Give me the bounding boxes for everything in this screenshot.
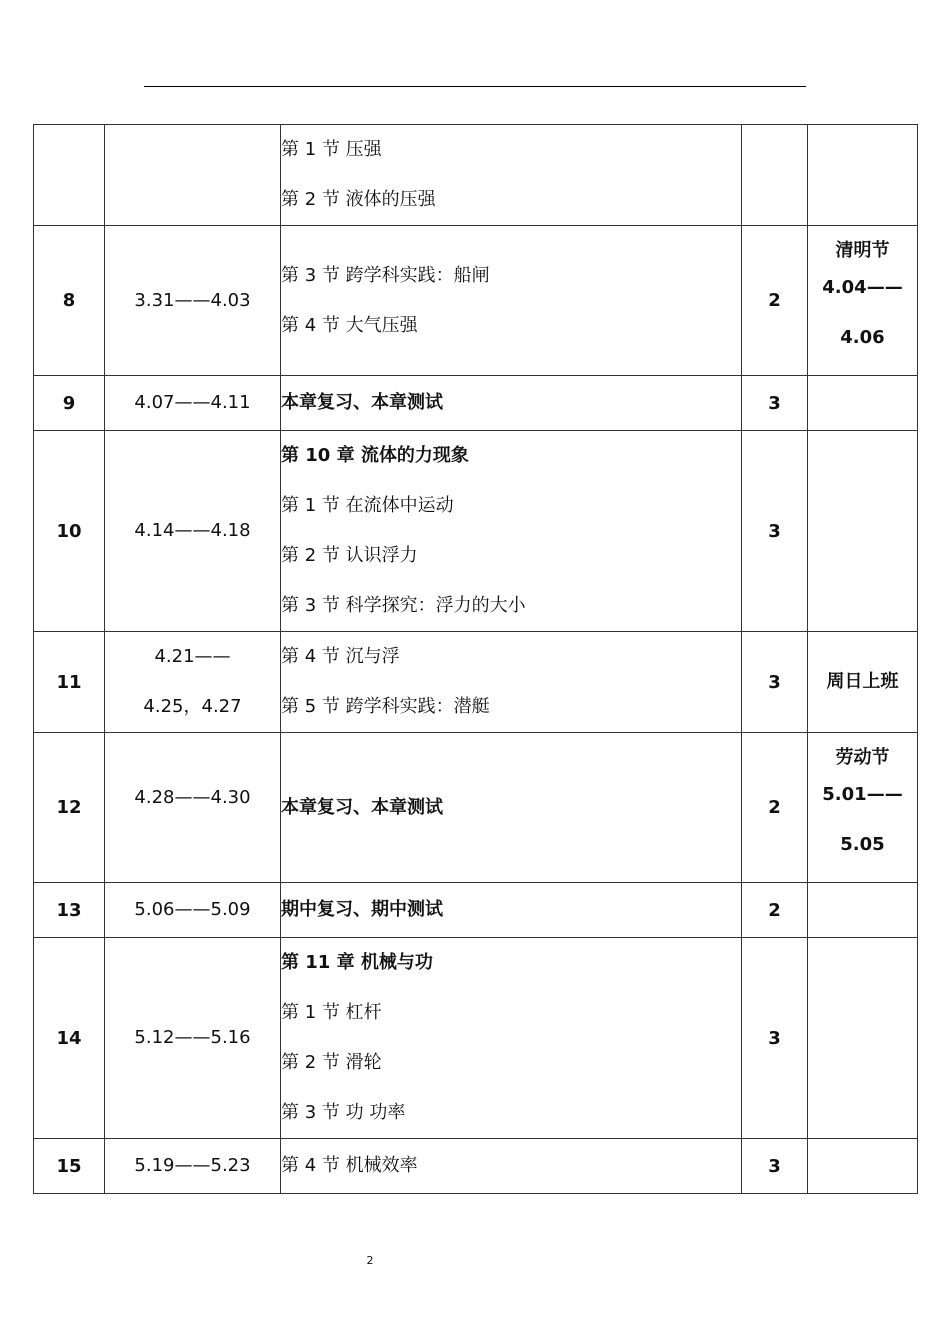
date-line: 4.14——4.18 bbox=[134, 520, 251, 541]
week-number: 15 bbox=[34, 1139, 105, 1194]
header-rule bbox=[144, 86, 806, 87]
week-number: 10 bbox=[34, 431, 105, 632]
remark bbox=[808, 733, 918, 883]
date-line: 5.06——5.09 bbox=[134, 899, 251, 920]
remark bbox=[808, 1139, 918, 1194]
remark bbox=[808, 125, 918, 226]
class-hours: 3 bbox=[742, 1139, 808, 1194]
chapter-title: 本章复习、本章测试 bbox=[281, 796, 443, 818]
remark bbox=[808, 431, 918, 632]
lesson-content bbox=[281, 376, 742, 431]
class-hours: 3 bbox=[742, 431, 808, 632]
week-number bbox=[34, 125, 105, 226]
remark-line: 5.05 bbox=[840, 833, 885, 855]
week-number: 14 bbox=[34, 938, 105, 1139]
remark-line: 5.01—— bbox=[822, 783, 903, 805]
class-hours: 2 bbox=[742, 733, 808, 883]
schedule-table bbox=[33, 124, 918, 1194]
date-line: 4.25，4.27 bbox=[143, 696, 242, 717]
class-hours: 2 bbox=[742, 226, 808, 376]
table-row bbox=[34, 632, 918, 733]
remark-line: 周日上班 bbox=[826, 671, 899, 692]
class-hours: 2 bbox=[742, 883, 808, 938]
class-hours: 3 bbox=[742, 632, 808, 733]
date-line: 4.21—— bbox=[154, 646, 231, 667]
class-hours: 3 bbox=[742, 938, 808, 1139]
chapter-title: 本章复习、本章测试 bbox=[281, 392, 443, 413]
table-row bbox=[34, 733, 918, 883]
date-range bbox=[105, 226, 281, 376]
table-row bbox=[34, 883, 918, 938]
date-line: 3.31——4.03 bbox=[134, 289, 251, 311]
lesson-content bbox=[281, 226, 742, 376]
week-number: 12 bbox=[34, 733, 105, 883]
table-row bbox=[34, 376, 918, 431]
section-title: 第 3 节 跨学科实践：船闸 bbox=[281, 264, 490, 286]
table-row bbox=[34, 125, 918, 226]
page-number: 2 bbox=[366, 1254, 374, 1267]
remark bbox=[808, 883, 918, 938]
lesson-content bbox=[281, 125, 742, 226]
date-range bbox=[105, 1139, 281, 1194]
table-row bbox=[34, 226, 918, 376]
date-range bbox=[105, 632, 281, 733]
table-row bbox=[34, 938, 918, 1139]
class-hours: 3 bbox=[742, 376, 808, 431]
week-number: 11 bbox=[34, 632, 105, 733]
lesson-content bbox=[281, 431, 742, 632]
lesson-content bbox=[281, 733, 742, 883]
chapter-title: 第 11 章 机械与功 bbox=[281, 952, 433, 973]
section-title: 第 1 节 杠杆 bbox=[281, 1002, 382, 1023]
week-number: 8 bbox=[34, 226, 105, 376]
date-range bbox=[105, 125, 281, 226]
section-title: 第 1 节 压强 bbox=[281, 139, 382, 160]
date-line: 5.19——5.23 bbox=[134, 1155, 251, 1176]
table-row bbox=[34, 1139, 918, 1194]
week-number: 9 bbox=[34, 376, 105, 431]
section-title: 第 4 节 机械效率 bbox=[281, 1155, 418, 1176]
section-title: 第 1 节 在流体中运动 bbox=[281, 495, 454, 516]
section-title: 第 3 节 科学探究：浮力的大小 bbox=[281, 595, 526, 616]
date-range bbox=[105, 883, 281, 938]
lesson-content bbox=[281, 938, 742, 1139]
week-number: 13 bbox=[34, 883, 105, 938]
section-title: 第 5 节 跨学科实践：潜艇 bbox=[281, 696, 490, 717]
section-title: 第 2 节 认识浮力 bbox=[281, 545, 418, 566]
lesson-content bbox=[281, 883, 742, 938]
date-line: 4.28——4.30 bbox=[134, 787, 251, 808]
date-line: 5.12——5.16 bbox=[134, 1027, 251, 1048]
date-range bbox=[105, 938, 281, 1139]
lesson-content bbox=[281, 632, 742, 733]
section-title: 第 4 节 沉与浮 bbox=[281, 646, 400, 667]
date-range bbox=[105, 431, 281, 632]
remark-line: 劳动节 bbox=[835, 746, 890, 768]
chapter-title: 第 10 章 流体的力现象 bbox=[281, 445, 469, 466]
chapter-title: 期中复习、期中测试 bbox=[281, 899, 443, 920]
remark bbox=[808, 376, 918, 431]
date-range bbox=[105, 733, 281, 883]
remark-line: 4.06 bbox=[840, 326, 885, 348]
remark bbox=[808, 938, 918, 1139]
lesson-content bbox=[281, 1139, 742, 1194]
section-title: 第 2 节 滑轮 bbox=[281, 1052, 382, 1073]
remark-line: 4.04—— bbox=[822, 276, 903, 298]
remark bbox=[808, 632, 918, 733]
section-title: 第 2 节 液体的压强 bbox=[281, 189, 436, 210]
remark bbox=[808, 226, 918, 376]
date-line: 4.07——4.11 bbox=[134, 392, 251, 413]
section-title: 第 4 节 大气压强 bbox=[281, 314, 418, 336]
table-row bbox=[34, 431, 918, 632]
section-title: 第 3 节 功 功率 bbox=[281, 1102, 406, 1123]
remark-line: 清明节 bbox=[835, 239, 890, 261]
date-range bbox=[105, 376, 281, 431]
class-hours bbox=[742, 125, 808, 226]
